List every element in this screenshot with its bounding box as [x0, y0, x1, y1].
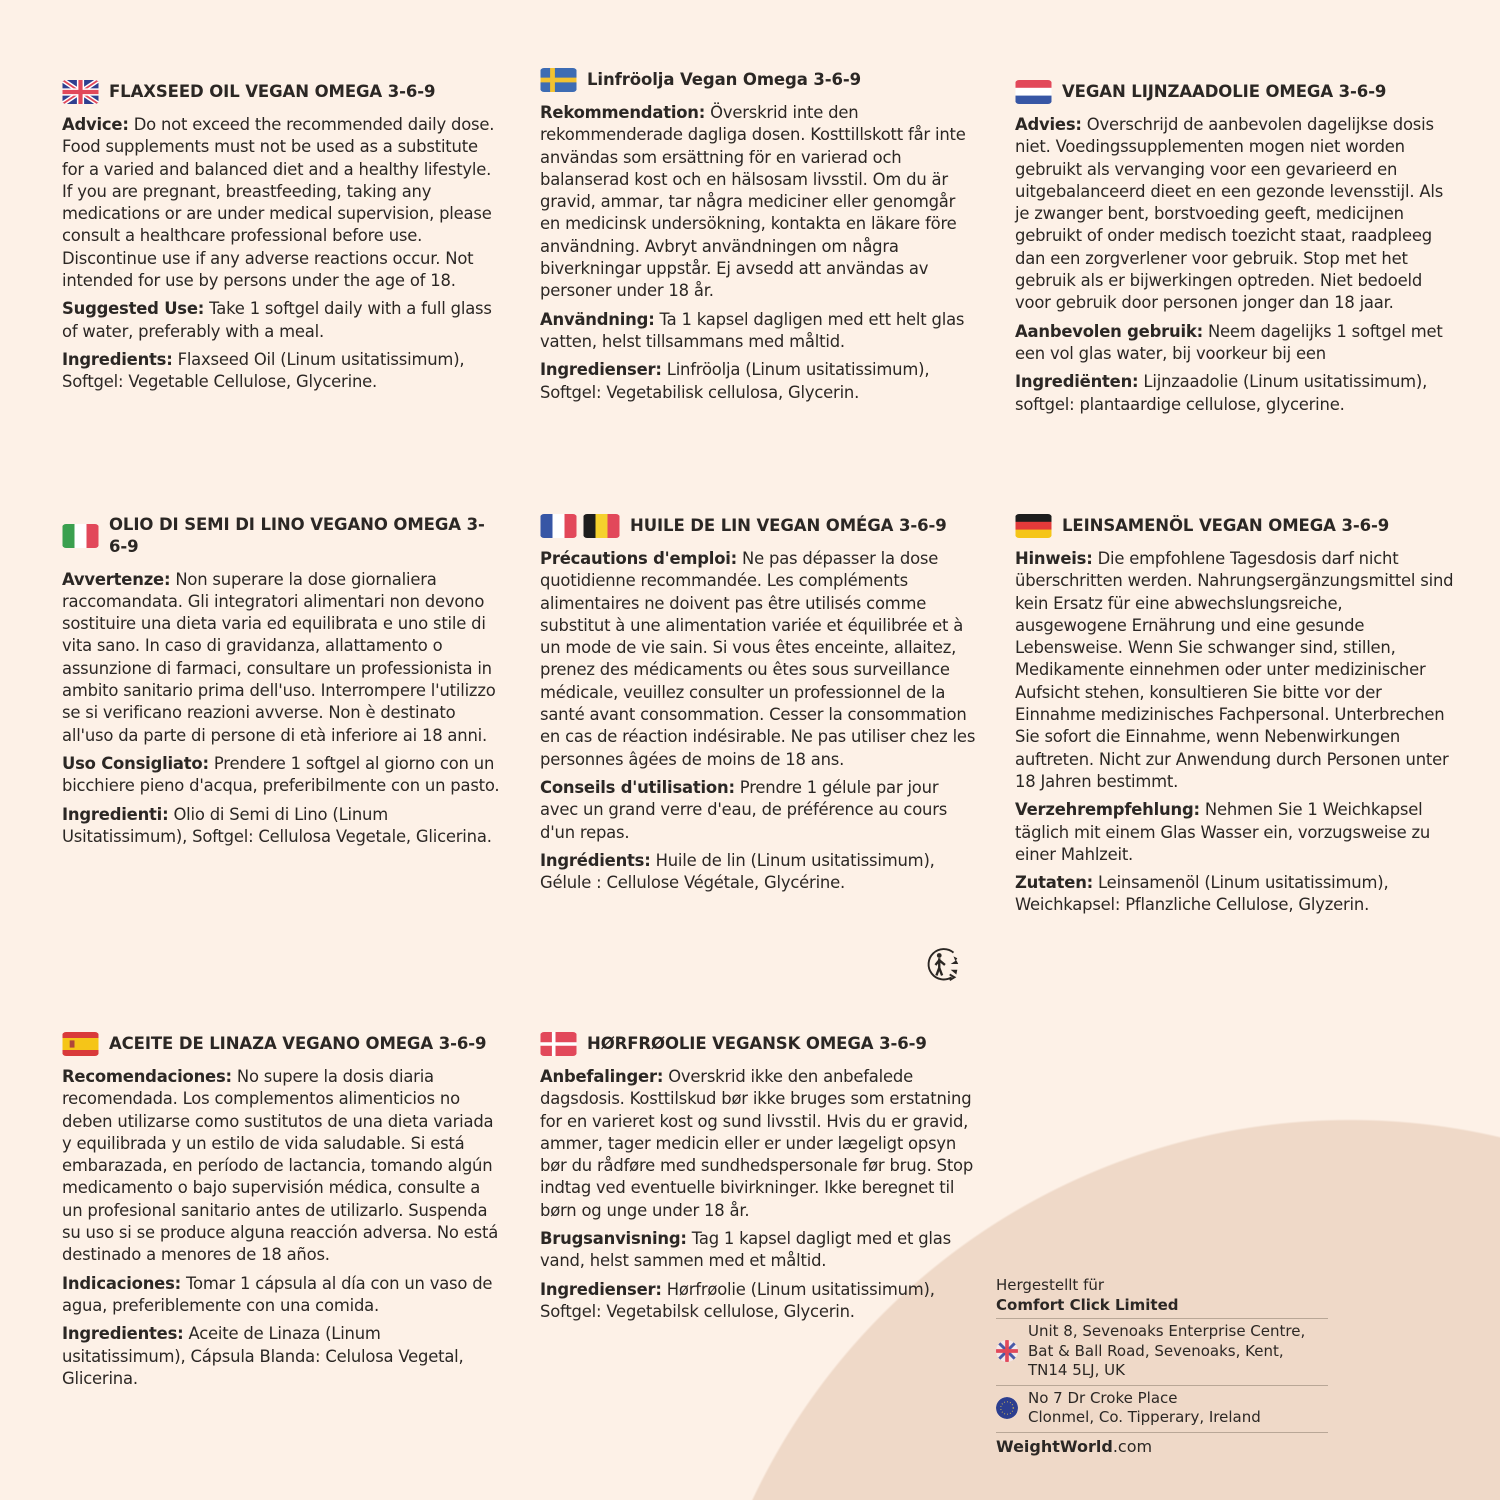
uk-address-line: Bat & Ball Road, Sevenoaks, Kent, [1028, 1341, 1284, 1360]
paragraph-text: Prendere 1 softgel al giorno con un bicchiere pieno d'acqua, preferibilmente con un pasto. [62, 753, 500, 796]
paragraph [62, 1273, 502, 1318]
paragraph [62, 753, 502, 798]
eu-address-line: Clonmel, Co. Tipperary, Ireland [1028, 1408, 1261, 1426]
paragraph-text: Leinsamenöl (Linum usitatissimum), Weichkapsel: Pflanzliche Cellulose, Glyzerin. [1015, 873, 1389, 915]
eu-address-row [996, 1385, 1328, 1432]
flags [540, 68, 577, 92]
paragraph [1015, 799, 1455, 866]
section-title [540, 514, 980, 538]
paragraph-text: Take 1 softgel daily with a full glass of water, preferably with a meal. [62, 299, 492, 341]
title-text: HØRFRØOLIE VEGANSK OMEGA 3-6-9 [587, 1033, 927, 1053]
sweden-flag-icon [540, 68, 577, 92]
paragraph-label: Recomendaciones: [62, 1067, 232, 1086]
uk-address-line: Unit 8, Sevenoaks Enterprise Centre, [1028, 1322, 1306, 1340]
paragraph-label: Verzehrempfehlung: [1015, 800, 1200, 820]
paragraph [540, 777, 980, 844]
paragraph [1015, 872, 1455, 917]
paragraph [540, 548, 980, 771]
paragraph-text: Overschrijd de aanbevolen dagelijkse dosis niet. Voedingssupplementen mogen niet worden gebruikt als vervanging voor een gevarieerd en uitgebalanceerd dieet en een gezonde levensstijl. Als je zwanger bent, borstvoeding geeft, medicijnen gebruikt of onder medisch toezicht staat, raadpleeg dan een zorgverlener voor gebruik. Stop met het gebruik als er bijwerkingen optreden. Niet bedoeld voor gebruik door personen jonger dan 18 jaar. [1015, 115, 1444, 313]
paragraph-label: Advice: [62, 115, 129, 134]
uk-flag-icon [62, 80, 99, 104]
section-title [540, 1032, 980, 1056]
paragraph [1015, 548, 1455, 793]
paragraph-label: Suggested Use: [62, 299, 205, 319]
section-title [62, 80, 502, 104]
paragraph-label: Précautions d'emploi: [540, 549, 738, 568]
section-title [62, 1032, 502, 1056]
paragraph-label: Rekommendation: [540, 103, 706, 122]
paragraph-label: Advies: [1015, 115, 1082, 134]
paragraph [540, 309, 980, 354]
flags [62, 80, 99, 104]
paragraph-text: No supere la dosis diaria recomendada. Los complementos alimenticios no deben utilizarse como sustitutos de una dieta variada y equilibrada y un estilo de vida saludable. Si está embarazada, en período de lactancia, tomando algún medicamento o bajo supervisión médica, consulte a un profesional sanitario antes de utilizarlo. Suspenda su uso si se produce alguna reacción adversa. No está destinado a menores de 18 años. [62, 1067, 499, 1265]
title-text: ACEITE DE LINAZA VEGANO OMEGA 3-6-9 [109, 1033, 487, 1053]
title-text: Linfröolja Vegan Omega 3-6-9 [587, 69, 862, 89]
section-de [1015, 514, 1455, 923]
paragraph [540, 1279, 980, 1324]
paragraph-text: Ne pas dépasser la dose quotidienne recommandée. Les compléments alimentaires ne doivent pas être utilisés comme substitut à une alimentation variée et équilibrée et à un mode de vie sain. Si vous êtes enceinte, allaitez, prenez des médicaments ou êtes sous surveillance médicale, veuillez consulter un professionnel de la santé avant consommation. Cesser la consommation en cas de réaction indésirable. Ne pas utiliser chez les personnes âgées de moins de 18 ans. [540, 549, 976, 769]
paragraph [540, 102, 980, 303]
section-dk [540, 1032, 980, 1329]
italy-flag-icon [62, 524, 99, 548]
paragraph-text: Aceite de Linaza (Linum usitatissimum), Cápsula Blanda: Celulosa Vegetal, Glicerina. [62, 1324, 464, 1388]
paragraph-text: Överskrid inte den rekommenderade dagliga dosen. Kosttillskott får inte användas som ersättning för en varierad och balanserad kost och en hälsosam livsstil. Om du är gravid, ammar, tar några mediciner eller genomgår en medicinsk undersökning, kontakta en läkare före användning. Avbryt användningen om några biverkningar uppstår. Ej avsedd att användas av personer under 18 år. [540, 103, 966, 301]
section-fr [540, 514, 980, 900]
paragraph-label: Ingredienser: [540, 360, 662, 380]
paragraph-label: Användning: [540, 309, 655, 329]
paragraph-label: Ingredienti: [62, 804, 169, 824]
paragraph-text: Olio di Semi di Lino (Linum Usitatissimum), Softgel: Cellulosa Vegetale, Glicerina. [62, 804, 492, 846]
flags [540, 1032, 577, 1056]
flags [62, 1032, 99, 1056]
paragraph [62, 349, 502, 394]
uk-address-row [996, 1318, 1328, 1385]
paragraph-label: Ingredients: [62, 349, 173, 369]
made-for-label: Hergestellt für [996, 1276, 1105, 1294]
paragraph [1015, 321, 1455, 366]
paragraph-label: Aanbevolen gebruik: [1015, 321, 1203, 341]
paragraph-text: Ta 1 kapsel dagligen med ett helt glas vatten, helst tillsammans med måltid. [540, 309, 965, 351]
paragraph-label: Conseils d'utilisation: [540, 777, 735, 797]
eu-flag-icon [996, 1397, 1018, 1419]
paragraph-text: Die empfohlene Tagesdosis darf nicht überschritten werden. Nahrungsergänzungsmittel sind kein Ersatz für eine abwechslungsreiche, ausgewogene Ernährung und eine gesunde Lebensweise. Wenn Sie schwanger sind, stillen, Medikamente einnehmen oder unter medizinischer Aufsicht stehen, konsultieren Sie bitte vor der Einnahme medizinisches Fachpersonal. Unterbrechen Sie sofort die Einnahme, wenn Nebenwirkungen auftreten. Nicht zur Anwendung durch Personen unter 18 Jahren bestimmt. [1015, 549, 1454, 791]
paragraph [540, 1228, 980, 1273]
paragraph-text: Tomar 1 cápsula al día con un vaso de agua, preferiblemente con una comida. [62, 1273, 493, 1315]
triman-recycling-icon [925, 945, 963, 983]
paragraph [62, 569, 502, 747]
paragraph-text: Flaxseed Oil (Linum usitatissimum), Softgel: Vegetable Cellulose, Glycerine. [62, 349, 465, 392]
section-it [62, 514, 502, 854]
paragraph [62, 1066, 502, 1267]
germany-flag-icon [1015, 514, 1052, 538]
website-brand: WeightWorld [996, 1436, 1113, 1456]
paragraph-text: Nehmen Sie 1 Weichkapsel täglich mit einem Glas Wasser ein, vorzugsweise zu einer Mahlzeit. [1015, 800, 1431, 864]
company-name: Comfort Click Limited [996, 1295, 1179, 1314]
denmark-flag-icon [540, 1032, 577, 1056]
paragraph-text: Overskrid ikke den anbefalede dagsdosis. Kosttilskud bør ikke bruges som erstatning for en varieret kost og sund livsstil. Hvis du er gravid, ammer, tager medicin eller er under lægeligt opsyn bør du rådføre med sundhedspersonale før brug. Stop indtag ved eventuelle bivirkninger. Ikke beregnet til børn og unge under 18 år. [540, 1067, 974, 1220]
eu-address-line: No 7 Dr Croke Place [1028, 1388, 1178, 1407]
section-en [62, 80, 502, 400]
title-text: VEGAN LIJNZAADOLIE OMEGA 3-6-9 [1062, 81, 1387, 101]
website-domain: .com [1112, 1436, 1153, 1456]
france-flag-icon [540, 514, 577, 538]
paragraph-label: Indicaciones: [62, 1273, 181, 1293]
paragraph [62, 1323, 502, 1390]
paragraph-label: Uso Consigliato: [62, 753, 209, 773]
paragraph [1015, 114, 1455, 315]
paragraph-text: Prendre 1 gélule par jour avec un grand verre d'eau, de préférence au cours d'un repas. [540, 777, 948, 842]
paragraph-label: Ingredienser: [540, 1279, 662, 1299]
netherlands-flag-icon [1015, 80, 1052, 104]
title-text: OLIO DI SEMI DI LINO VEGANO OMEGA 3-6-9 [109, 515, 485, 557]
paragraph [540, 850, 980, 895]
paragraph-label: Ingrédients: [540, 850, 651, 870]
section-nl [1015, 80, 1455, 422]
paragraph-text: Do not exceed the recommended daily dose. Food supplements must not be used as a substitute for a varied and balanced diet and a healthy lifestyle. If you are pregnant, breastfeeding, taking any medications or are under medical supervision, please consult a healthcare professional before use. Discontinue use if any adverse reactions occur. Not intended for use by persons under the age of 18. [62, 115, 495, 291]
paragraph-label: Avvertenze: [62, 569, 171, 589]
section-title [540, 68, 980, 92]
paragraph-text: Neem dagelijks 1 softgel met een vol glas water, bij voorkeur bij een [1015, 321, 1443, 363]
paragraph [62, 804, 502, 849]
paragraph [62, 114, 502, 292]
section-es [62, 1032, 502, 1396]
uk-address-line: TN14 5LJ, UK [1028, 1361, 1125, 1379]
section-title [1015, 514, 1455, 538]
paragraph [540, 1066, 980, 1222]
spain-flag-icon [62, 1032, 99, 1056]
paragraph-text: Tag 1 kapsel dagligt med et glas vand, helst sammen med et måltid. [540, 1229, 951, 1271]
paragraph [540, 359, 980, 404]
title-text: LEINSAMENÖL VEGAN OMEGA 3-6-9 [1062, 515, 1390, 535]
flags [1015, 80, 1052, 104]
paragraph-text: Linfröolja (Linum usitatissimum), Softgel: Vegetabilisk cellulosa, Glycerin. [540, 360, 930, 402]
paragraph-label: Brugsanvisning: [540, 1229, 687, 1249]
belgium-flag-icon [583, 514, 620, 538]
uk-flag-icon [996, 1340, 1018, 1362]
flags [1015, 514, 1052, 538]
title-text: HUILE DE LIN VEGAN OMÉGA 3-6-9 [630, 515, 947, 535]
paragraph-label: Anbefalinger: [540, 1067, 664, 1086]
paragraph-text: Lijnzaadolie (Linum usitatissimum), softgel: plantaardige cellulose, glycerine. [1015, 372, 1428, 414]
flags [62, 524, 99, 548]
flags [540, 514, 620, 538]
section-title [62, 514, 502, 559]
section-title [1015, 80, 1455, 104]
paragraph-text: Huile de lin (Linum usitatissimum), Gélule : Cellulose Végétale, Glycérine. [540, 850, 935, 893]
manufacturer-box [996, 1276, 1328, 1456]
paragraph-label: Ingredientes: [62, 1324, 184, 1344]
title-text: FLAXSEED OIL VEGAN OMEGA 3-6-9 [109, 81, 436, 101]
website [996, 1432, 1328, 1457]
paragraph [1015, 371, 1455, 416]
paragraph-label: Ingrediënten: [1015, 372, 1139, 392]
paragraph-label: Hinweis: [1015, 549, 1093, 568]
paragraph [62, 298, 502, 343]
paragraph-text: Non superare la dose giornaliera raccomandata. Gli integratori alimentari non devono sostituire una dieta varia ed equilibrata e uno stile di vita sano. In caso di gravidanza, allattamento o assunzione di farmaci, consultare un professionista in ambito sanitario prima dell'uso. Interrompere l'utilizzo se si verificano reazioni avverse. Non è destinato all'uso da parte di persone di età inferiore ai 18 anni. [62, 569, 496, 745]
section-se [540, 68, 980, 410]
paragraph-label: Zutaten: [1015, 873, 1094, 893]
paragraph-text: Hørfrøolie (Linum usitatissimum), Softgel: Vegetabilsk cellulose, Glycerin. [540, 1279, 935, 1321]
